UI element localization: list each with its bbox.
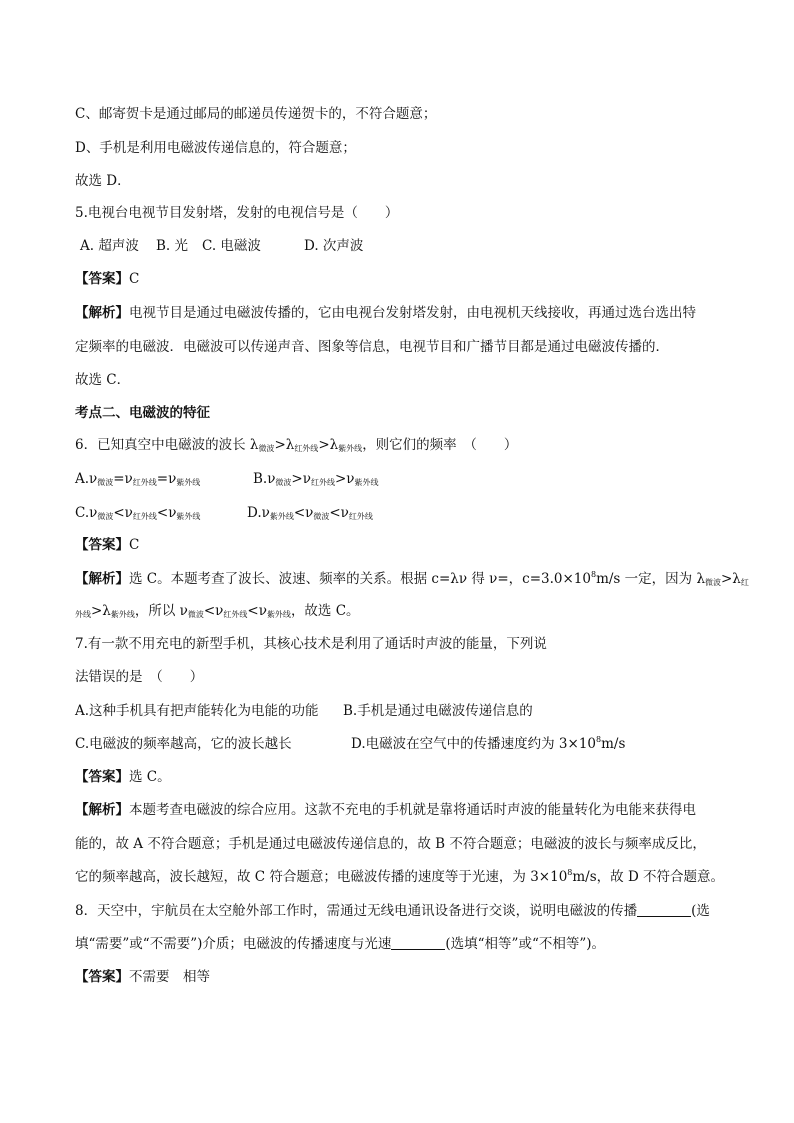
option-text: D.ν [247, 505, 270, 521]
analysis-text: ，所以 ν [134, 603, 188, 619]
answer-value: C [129, 271, 140, 287]
q4-option-c-explanation: C、邮寄贺卡是通过邮局的邮递员传递贺卡的，不符合题意； [75, 106, 437, 122]
subscript: 外线 [75, 610, 91, 619]
fill-blank[interactable] [637, 904, 691, 917]
option-text: >ν [291, 471, 311, 487]
subscript: 微波 [187, 610, 204, 619]
q7-analysis-line-2: 能的，故 A 不符合题意；手机是通过电磁波传递信息的，故 B 不符合题意；电磁波的波长与频率成反比， [75, 836, 706, 852]
analysis-text: 它的频率越高，波长越短，故 C 符合题意；电磁波传播的速度等于光速，为 3×10 [75, 869, 568, 885]
subscript: 紫外线 [269, 512, 294, 521]
subscript: 红外线 [132, 512, 157, 521]
answer-value: 不需要 相等 [129, 969, 210, 985]
q7-option-b: B.手机是通过电磁波传递信息的 [343, 703, 533, 719]
q5-option-d: D. 次声波 [304, 238, 364, 254]
q7-options-ab [75, 701, 725, 721]
answer-tag: 【答案】 [75, 969, 129, 985]
subscript: 微波 [313, 512, 330, 521]
superscript: 8 [596, 735, 602, 744]
analysis-tag: 【解析】 [75, 305, 129, 321]
superscript: 8 [590, 570, 597, 579]
subscript: 紫外线 [266, 610, 291, 619]
q8-answer [75, 967, 725, 987]
answer-value: C [129, 537, 140, 553]
subscript: 紫外线 [110, 610, 135, 619]
subscript: 紫外线 [354, 478, 379, 487]
q4-option-d-explanation: D、手机是利用电磁波传递信息的，符合题意； [75, 140, 356, 156]
q8-stem-line-2 [75, 934, 725, 954]
q7-option-a: A.这种手机具有把声能转化为电能的功能 [75, 703, 319, 719]
q5-stem: 5.电视台电视节目发射塔，发射的电视信号是（ ） [75, 205, 399, 221]
analysis-text: m/s 一定，因为 λ [596, 571, 705, 587]
answer-tag: 【答案】 [75, 271, 129, 287]
q6-stem-text: 6．已知真空中电磁波的波长 λ [75, 437, 259, 453]
analysis-text: >λ [721, 571, 741, 587]
q5-option-b: B. 光 [156, 238, 189, 254]
q8-stem-text: (选 [691, 903, 710, 919]
analysis-text: 电视节目是通过电磁波传播的，它由电视台发射塔发射，由电视机天线接收，再通过选台选出特 [129, 305, 696, 321]
q7-analysis-line-3 [75, 867, 725, 887]
q6-answer [75, 535, 725, 555]
q8-stem-text: (选填“相等”或“不相等”)。 [445, 936, 606, 952]
analysis-text: m/s，故 D 不符合题意。 [572, 869, 725, 885]
subscript: 微波 [97, 478, 114, 487]
q6-option-b [253, 469, 378, 489]
q5-options [80, 236, 730, 256]
subscript: 红 [740, 578, 749, 587]
q5-analysis-line-2: 定频率的电磁波．电磁波可以传递声音、图象等信息，电视节目和广播节目都是通过电磁波传播的． [75, 339, 669, 355]
q6-option-c [75, 503, 247, 523]
analysis-text: ，故选 C。 [290, 603, 360, 619]
q5-answer [75, 269, 725, 289]
analysis-text: >λ [91, 603, 111, 619]
fill-blank[interactable] [391, 937, 445, 950]
analysis-text: <ν [247, 603, 267, 619]
subscript: 紫外线 [338, 444, 363, 453]
subscript: 红外线 [348, 512, 373, 521]
analysis-tag: 【解析】 [75, 571, 129, 587]
option-text: =ν [113, 471, 133, 487]
subscript: 微波 [258, 444, 275, 453]
q6-stem [75, 435, 725, 455]
subscript: 紫外线 [176, 478, 201, 487]
q5-option-c: C. 电磁波 [202, 238, 261, 254]
q7-option-d [351, 734, 625, 754]
q5-option-a: A. 超声波 [80, 238, 139, 254]
option-text: C.ν [75, 505, 98, 521]
subscript: 微波 [705, 578, 721, 587]
analysis-text: 本题考查电磁波的综合应用。这款不充电的手机就是靠将通话时声波的能量转化为电能来获得电 [129, 802, 696, 818]
q6-options-cd [75, 503, 725, 523]
q8-stem-text: 填“需要”或“不需要”)介质；电磁波的传播速度与光速 [75, 936, 392, 952]
analysis-text: 选 C。本题考查了波长、波速、频率的关系。根据 c=λν 得 ν=，c=3.0×10 [129, 571, 591, 587]
q6-option-a [75, 469, 253, 489]
subscript: 微波 [97, 512, 114, 521]
subscript: 红外线 [294, 444, 319, 453]
q6-stem-text: >λ [318, 437, 339, 453]
subscript: 红外线 [310, 478, 335, 487]
q7-analysis-line-1 [75, 800, 725, 820]
q6-stem-text: ，则它们的频率 （ ） [362, 437, 518, 453]
option-text: A.ν [75, 471, 98, 487]
subscript: 红外线 [223, 610, 248, 619]
q7-stem-line-2: 法错误的是 （ ） [75, 669, 204, 685]
q5-analysis-line-1 [75, 303, 725, 323]
option-text: <ν [113, 505, 133, 521]
subscript: 微波 [275, 478, 292, 487]
q8-stem-text: 8．天空中，宇航员在太空舱外部工作时，需通过无线电通讯设备进行交谈，说明电磁波的传播 [75, 903, 638, 919]
q7-stem-line-1: 7.有一款不用充电的新型手机，其核心技术是利用了通话时声波的能量，下列说 [75, 636, 547, 652]
q5-choose: 故选 C． [75, 372, 131, 388]
q7-option-c: C.电磁波的频率越高，它的波长越长 [75, 736, 292, 752]
answer-tag: 【答案】 [75, 537, 129, 553]
q8-stem-line-1 [75, 901, 725, 921]
analysis-tag: 【解析】 [75, 802, 129, 818]
option-text: <ν [293, 505, 314, 521]
option-text: <ν [329, 505, 349, 521]
q7-answer [75, 767, 725, 787]
q6-option-d [247, 503, 373, 523]
subscript: 紫外线 [176, 512, 201, 521]
answer-value: 选 C。 [129, 769, 171, 785]
q6-analysis-line-2 [75, 601, 725, 621]
option-text: B.ν [253, 471, 276, 487]
option-text: =ν [156, 471, 177, 487]
option-text: <ν [156, 505, 177, 521]
q6-analysis-line-1 [75, 569, 749, 589]
option-text: D.电磁波在空气中的传播速度约为 3×10 [351, 736, 597, 752]
option-text: >ν [334, 471, 355, 487]
subscript: 红外线 [132, 478, 157, 487]
option-text: m/s [601, 736, 626, 752]
q4-choose: 故选 D． [75, 173, 131, 189]
q7-options-cd [75, 734, 725, 754]
superscript: 8 [567, 868, 573, 877]
q6-stem-text: >λ [274, 437, 295, 453]
analysis-text: <ν [203, 603, 224, 619]
answer-tag: 【答案】 [75, 769, 129, 785]
section-title: 考点二、电磁波的特征 [75, 405, 210, 421]
q6-options-ab [75, 469, 725, 489]
